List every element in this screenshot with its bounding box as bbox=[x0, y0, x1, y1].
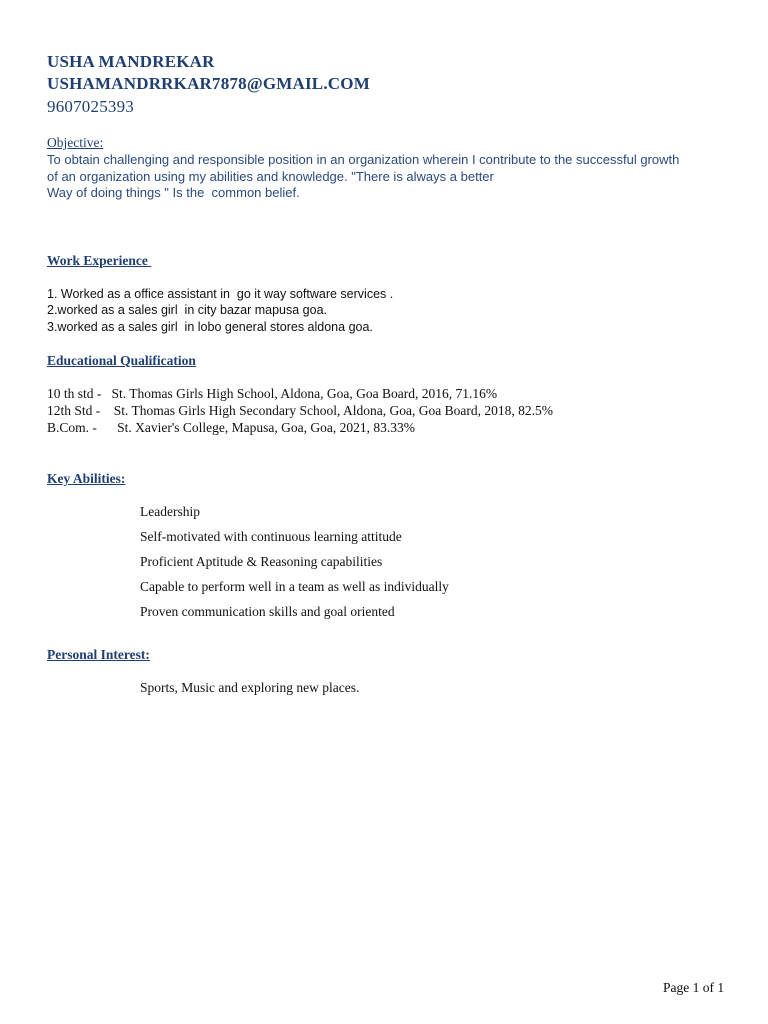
work-experience-item: 3.worked as a sales girl in lobo general stores aldona goa. bbox=[47, 320, 373, 334]
key-abilities-heading: Key Abilities: bbox=[47, 471, 126, 486]
candidate-phone: 9607025393 bbox=[47, 97, 134, 116]
education-item: 10 th std - St. Thomas Girls High School, Aldona, Goa, Goa Board, 2016, 71.16% bbox=[47, 386, 498, 401]
education-item: 12th Std - St. Thomas Girls High Secondary School, Aldona, Goa, Goa Board, 2018, 82.5% bbox=[47, 403, 553, 418]
ability-item: Self-motivated with continuous learning attitude bbox=[140, 529, 402, 544]
work-experience-heading: Work Experience bbox=[47, 253, 152, 268]
education-heading: Educational Qualification bbox=[47, 353, 196, 368]
page-number: Page 1 of 1 bbox=[663, 980, 725, 995]
objective-line-2: of an organization using my abilities and knowledge. "There is always a better bbox=[47, 168, 494, 184]
ability-item: Leadership bbox=[140, 504, 200, 519]
work-experience-item: 1. Worked as a office assistant in go it way software services . bbox=[47, 287, 394, 301]
work-experience-item: 2.worked as a sales girl in city bazar mapusa goa. bbox=[47, 303, 327, 317]
education-item: B.Com. - St. Xavier's College, Mapusa, Goa, Goa, 2021, 83.33% bbox=[47, 420, 416, 435]
objective-line-1: To obtain challenging and responsible position in an organization wherein I contribute to the successful growth bbox=[47, 152, 680, 167]
ability-item: Proven communication skills and goal oriented bbox=[140, 604, 395, 619]
objective-heading: Objective: bbox=[47, 135, 104, 150]
ability-item: Proficient Aptitude & Reasoning capabilities bbox=[140, 554, 383, 569]
candidate-email: USHAMANDRRKAR7878@GMAIL.COM bbox=[47, 74, 370, 93]
ability-item: Capable to perform well in a team as well as individually bbox=[140, 579, 449, 594]
objective-line-3: Way of doing things " Is the common belief. bbox=[47, 185, 300, 200]
personal-interest-text: Sports, Music and exploring new places. bbox=[140, 680, 360, 695]
candidate-name: USHA MANDREKAR bbox=[47, 52, 215, 71]
personal-interest-heading: Personal Interest: bbox=[47, 647, 150, 662]
